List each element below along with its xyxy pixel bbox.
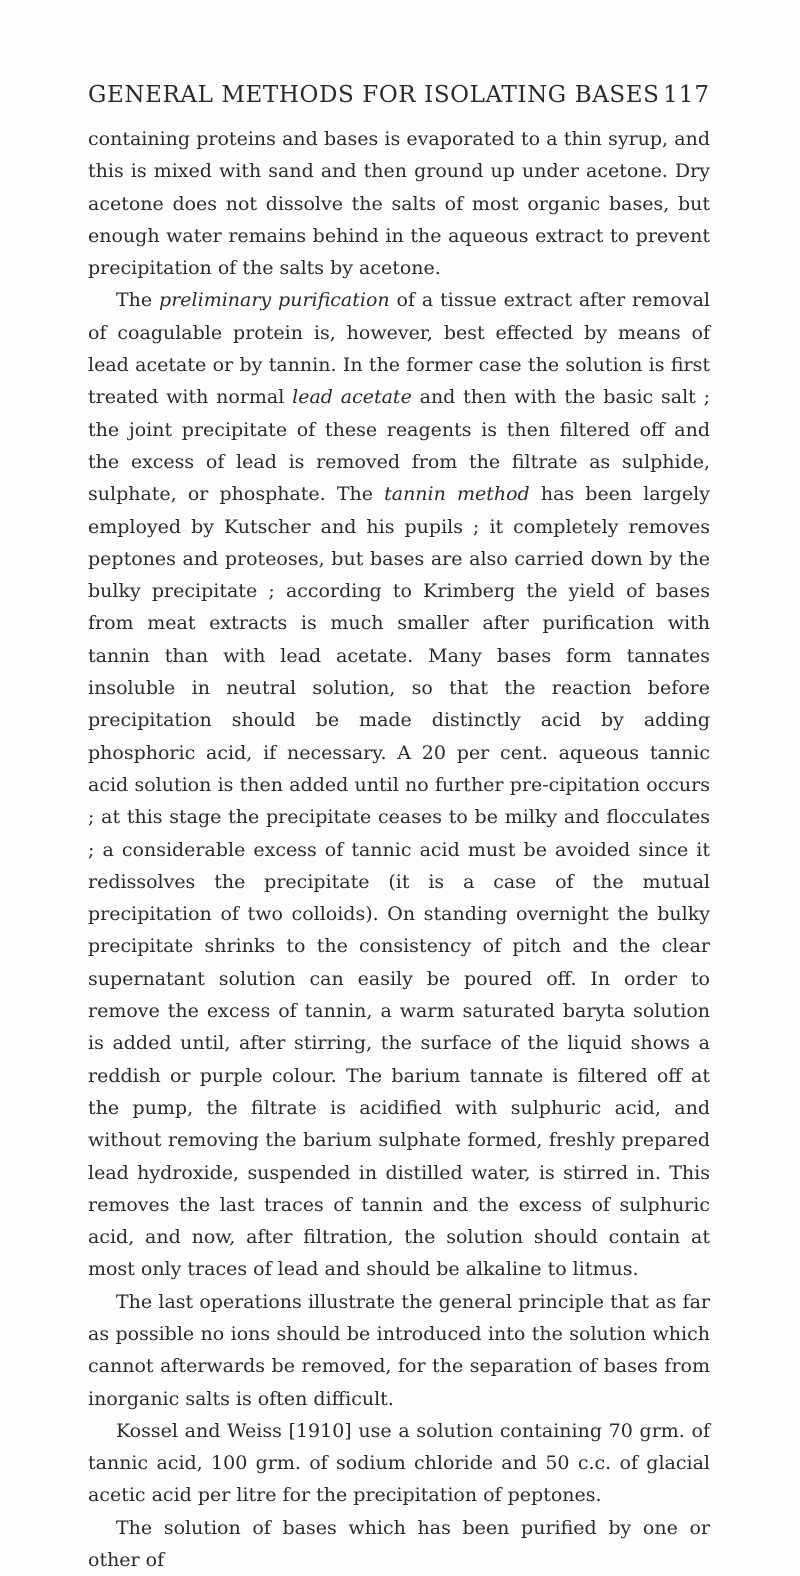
text-segment: has been largely employed by Kutscher and his pupils ; it completely removes peptones and proteoses, but bases are also carried down by the bulky precipitate ; according to Krimberg the yield of bases from meat extracts is much smaller after purification with tannin than with lead acetate. Many bases form tannates insoluble in neutral solution, so that the reaction before precipitation should be made distinctly acid by adding phosphoric acid, if necessary. A 20 per cent. aqueous tannic acid solution is then added until no further pre-cipitation occurs ; at this stage the precipitate ceases to be milky and flocculates ; a considerable excess of tannic acid must be avoided since it redissolves the precipitate (it is a case of the mutual precipitation of two colloids). On standing overnight the bulky precipitate shrinks to the consistency of pitch and the clear supernatant solution can easily be poured off. In order to remove the excess of tannin, a warm saturated baryta solution is added until, after stirring, the surface of the liquid shows a reddish or purple colour. The barium tannate is filtered off at the pump, the filtrate is acidified with sulphuric acid, and without removing the barium sulphate formed, freshly prepared lead hydroxide, suspended in distilled water, is stirred in. This removes the last traces of tannin and the excess of sulphuric acid, and now, after filtration, the solution should contain at most only traces of lead and should be alkaline to litmus. — [88, 483, 710, 1281]
paragraph-4 — [88, 1415, 710, 1512]
paragraph-5 — [88, 1512, 710, 1576]
page-number: 117 — [663, 82, 710, 108]
text-segment: The solution of bases which has been purified by one or other of — [88, 1516, 710, 1572]
page-header — [88, 82, 710, 114]
paragraph-2 — [88, 284, 710, 1285]
italic-term-lead-acetate: lead acetate — [292, 386, 412, 409]
text-segment: The — [116, 289, 160, 312]
paragraph-1 — [88, 123, 710, 284]
text-segment: The last operations illustrate the general principle that as far as possible no ions should be introduced into the solution which cannot afterwards be removed, for the separation of bases from inorganic salts is often difficult. — [88, 1290, 710, 1410]
text-segment: Kossel and Weiss [1910] use a solution containing 70 grm. of tannic acid, 100 grm. of sodium chloride and 50 c.c. of glacial acetic acid per litre for the precipitation of peptones. — [88, 1419, 710, 1507]
body-text — [88, 123, 710, 1576]
text-segment: containing proteins and bases is evaporated to a thin syrup, and this is mixed with sand and then ground up under acetone. Dry acetone does not dissolve the salts of most organic bases, but enough water remains behind in the aqueous extract to prevent precipitation of the salts by acetone. — [88, 128, 710, 280]
italic-term-tannin-method: tannin method — [384, 483, 530, 506]
paragraph-3 — [88, 1286, 710, 1415]
running-head: GENERAL METHODS FOR ISOLATING BASES — [88, 82, 660, 108]
text-segment: and then with the basic salt ; the joint precipitate of these reagents is then filtered off and the excess of lead is removed from the filtrate as sulphide, sulphate, or phosphate. The — [88, 386, 710, 506]
italic-term-preliminary-purification: preliminary purification — [159, 289, 390, 312]
text-segment: of a tissue extract after removal of coagulable protein is, however, best effected by means of lead acetate or by tannin. In the former case the solution is first treated with normal — [88, 289, 710, 409]
